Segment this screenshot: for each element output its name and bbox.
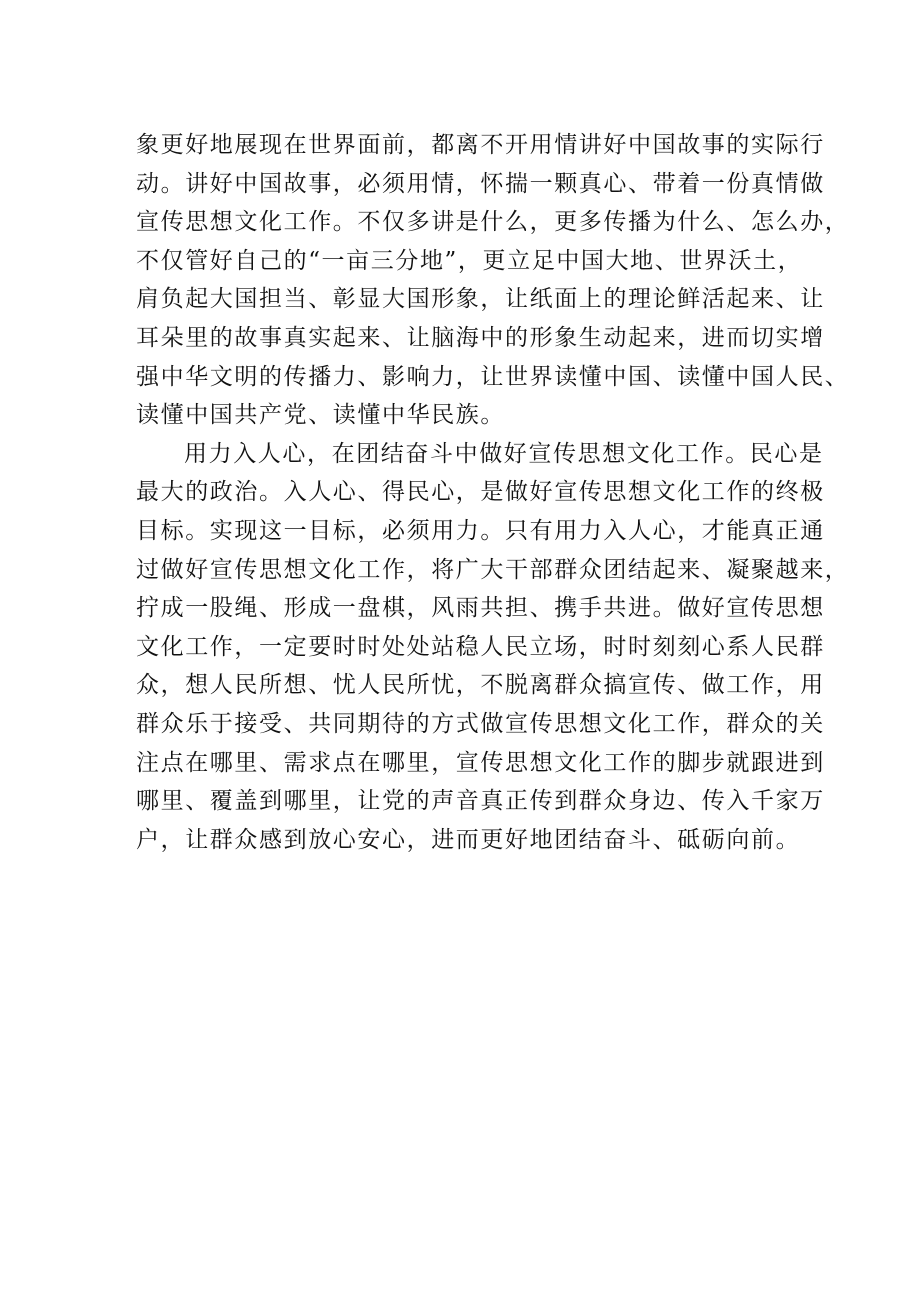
text-line: 动。讲好中国故事，必须用情，怀揣一颗真心、带着一份真情做	[136, 170, 825, 197]
text-line: 不仅管好自己的“一亩三分地”，更立足中国大地、世界沃土，	[136, 247, 803, 274]
text-line: 众，想人民所想、忧人民所忧，不脱离群众搞宣传、做工作，用	[136, 672, 825, 699]
text-line: 注点在哪里、需求点在哪里，宣传思想文化工作的脚步就跟进到	[136, 749, 825, 776]
text-line: 过做好宣传思想文化工作，将广大干部群众团结起来、凝聚越来，	[136, 556, 850, 583]
text-line: 象更好地展现在世界面前，都离不开用情讲好中国故事的实际行	[136, 132, 825, 158]
text-line: 拧成一股绳、形成一盘棋，风雨共担、携手共进。做好宣传思想	[136, 595, 825, 622]
paragraph-1	[136, 126, 850, 435]
text-line: 文化工作，一定要时时处处站稳人民立场，时时刻刻心系人民群	[136, 633, 825, 660]
text-line: 最大的政治。入人心、得民心，是做好宣传思想文化工作的终极	[136, 479, 825, 506]
body-text	[136, 126, 850, 859]
text-line: 读懂中国共产党、读懂中华民族。	[136, 402, 505, 429]
text-line: 肩负起大国担当、彰显大国形象，让纸面上的理论鲜活起来、让	[136, 286, 825, 313]
text-line: 群众乐于接受、共同期待的方式做宣传思想文化工作，群众的关	[136, 710, 825, 737]
text-line: 用力入人心，在团结奋斗中做好宣传思想文化工作。民心是	[184, 440, 824, 467]
text-line: 耳朵里的故事真实起来、让脑海中的形象生动起来，进而切实增	[136, 324, 825, 351]
text-line: 目标。实现这一目标，必须用力。只有用力入人心，才能真正通	[136, 517, 825, 544]
text-line: 户，让群众感到放心安心，进而更好地团结奋斗、砥砺向前。	[136, 826, 801, 853]
text-line: 宣传思想文化工作。不仅多讲是什么，更多传播为什么、怎么办，	[136, 209, 850, 236]
text-line: 强中华文明的传播力、影响力，让世界读懂中国、读懂中国人民、	[136, 363, 850, 390]
paragraph-2	[136, 435, 850, 860]
text-line: 哪里、覆盖到哪里，让党的声音真正传到群众身边、传入千家万	[136, 788, 825, 815]
